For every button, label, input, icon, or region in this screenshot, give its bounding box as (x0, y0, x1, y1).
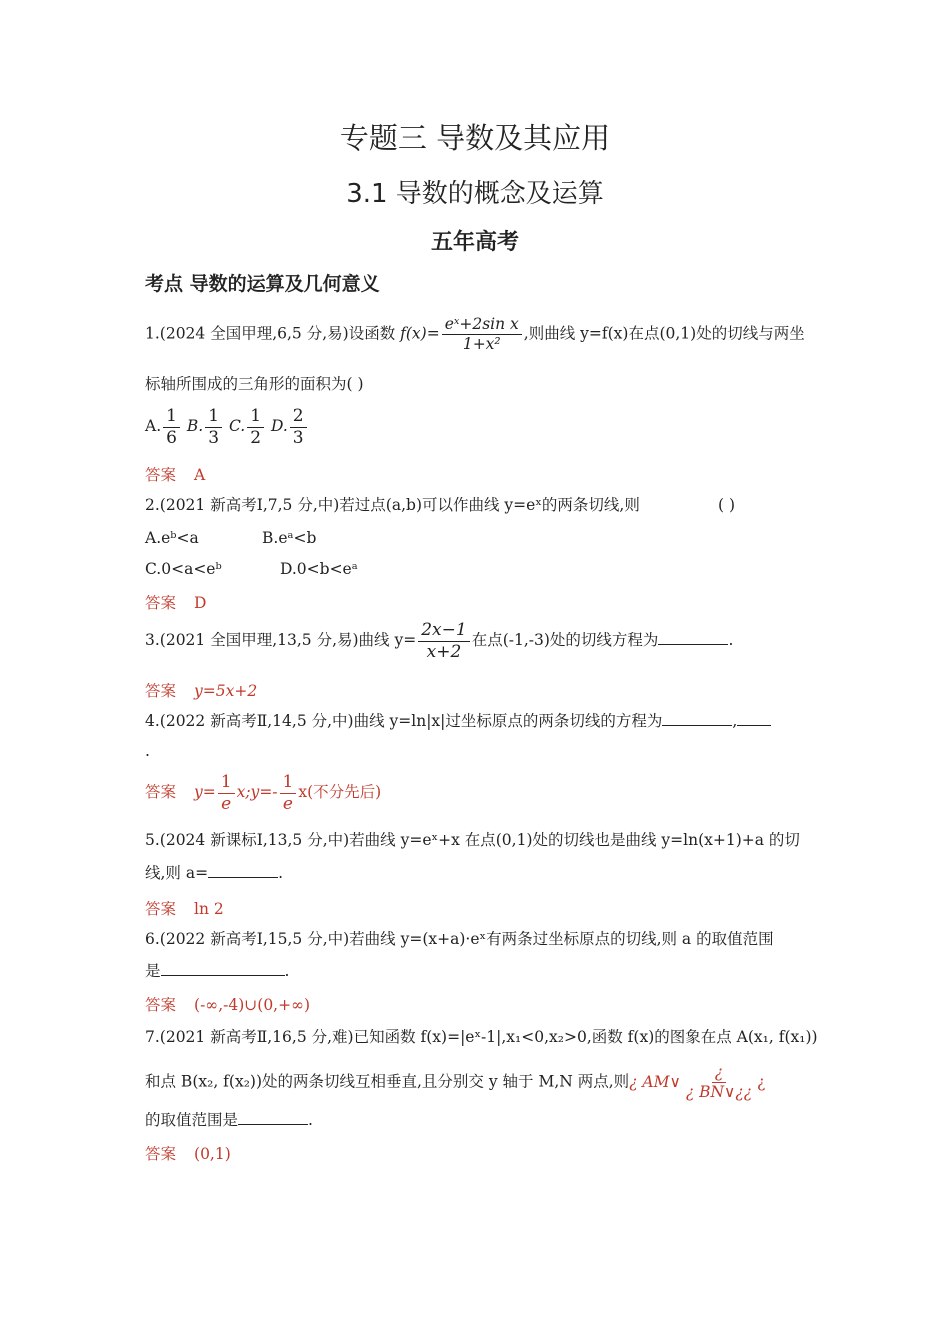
question-5-line1: 5.(2024 新课标Ⅰ,13,5 分,中)若曲线 y=eˣ+x 在点(0,1)处的切线也是曲线 y=ln(x+1)+a 的切 (145, 831, 800, 849)
question-4-line2: . (145, 742, 150, 760)
question-4: 4.(2022 新高考Ⅱ,14,5 分,中)曲线 y=ln|x|过坐标原点的两条切线的方程为 , (145, 710, 771, 732)
answer-7: 答案 (0,1) (145, 1145, 231, 1163)
q1-option-b: B. $\frac{1}{3}$ (187, 417, 224, 435)
answer-2: 答案 D (145, 594, 207, 612)
blank (662, 711, 732, 726)
answer-4: 答案 y= $\frac{1}{e}$ x;y=- $\frac{1}{e}$ x(不分先后) (145, 772, 382, 814)
question-6-line2: 是 . (145, 962, 290, 980)
answer-1: 答案 A (145, 466, 206, 484)
blank (737, 711, 771, 726)
blank (208, 863, 278, 878)
q2-option-d: D.0<b<eᵃ (280, 560, 358, 578)
q1-option-c: C. $\frac{1}{2}$ (229, 417, 266, 435)
question-7-line1: 7.(2021 新高考Ⅱ,16,5 分,难)已知函数 f(x)=|eˣ-1|,x₁<0,x₂>0,函数 f(x)的图象在点 A(x₁, f(x₁)) (145, 1028, 818, 1046)
q1-fraction: $\frac{\text{eˣ+2sin x}}{\text{1+x²}}$ (442, 316, 522, 353)
q2-option-c: C.0<a<eᵇ (145, 560, 222, 578)
question-7-line3: 的取值范围是 . (145, 1111, 313, 1129)
q2-option-a: A.eᵇ<a (145, 529, 199, 547)
question-5-line2: 线,则 a= . (145, 864, 284, 882)
question-2-stem: 2.(2021 新高考Ⅰ,7,5 分,中)若过点(a,b)可以作曲线 y=eˣ的两条切线,则 (145, 496, 640, 514)
question-1-line1: 1.(2024 全国甲理,6,5 分,易)设函数 f(x)= $\frac{\text{eˣ+2sin x}}{\text{1+x²}}$ ,则曲线 y=f(x)在点(0,1)处的切线与两坐 (145, 315, 805, 354)
subsection-title: 五年高考 (430, 230, 519, 255)
question-1-options (145, 407, 309, 447)
q1-option-d: D. $\frac{2}{3}$ (271, 417, 309, 435)
question-3: 3.(2021 全国甲理,13,5 分,易)曲线 y= $\frac{2x-1}{x+2}$ 在点(-1,-3)处的切线方程为 . (145, 620, 734, 662)
blank (238, 1110, 308, 1125)
question-2-bracket: ( ) (718, 496, 736, 514)
blank (161, 961, 285, 976)
q7-expression: ¿ AM∨ $\frac{¿}{¿ BN\vee¿¿}$ ¿ (629, 1063, 766, 1102)
q2-option-b: B.eᵃ<b (262, 529, 317, 547)
question-1-line2: 标轴所围成的三角形的面积为( ) (145, 375, 364, 393)
answer-6: 答案 (-∞,-4)∪(0,+∞) (145, 996, 311, 1014)
answer-3: 答案 y=5x+2 (145, 682, 258, 700)
section-title: 3.1 导数的概念及运算 (346, 179, 604, 209)
question-6-line1: 6.(2022 新高考Ⅰ,15,5 分,中)若曲线 y=(x+a)·eˣ有两条过坐标原点的切线,则 a 的取值范围 (145, 930, 774, 948)
blank (658, 630, 728, 645)
q1-option-a: A. $\frac{1}{6}$ (145, 417, 182, 435)
question-7-line2: 和点 B(x₂, f(x₂))处的两条切线互相垂直,且分别交 y 轴于 M,N 两点,则¿ AM∨ $\frac{¿}{¿ BN\vee¿¿}$ ¿ (145, 1063, 766, 1102)
kaodian-heading: 考点 导数的运算及几何意义 (145, 273, 380, 295)
chapter-title: 专题三 导数及其应用 (339, 121, 611, 155)
answer-5: 答案 ln 2 (145, 900, 224, 918)
